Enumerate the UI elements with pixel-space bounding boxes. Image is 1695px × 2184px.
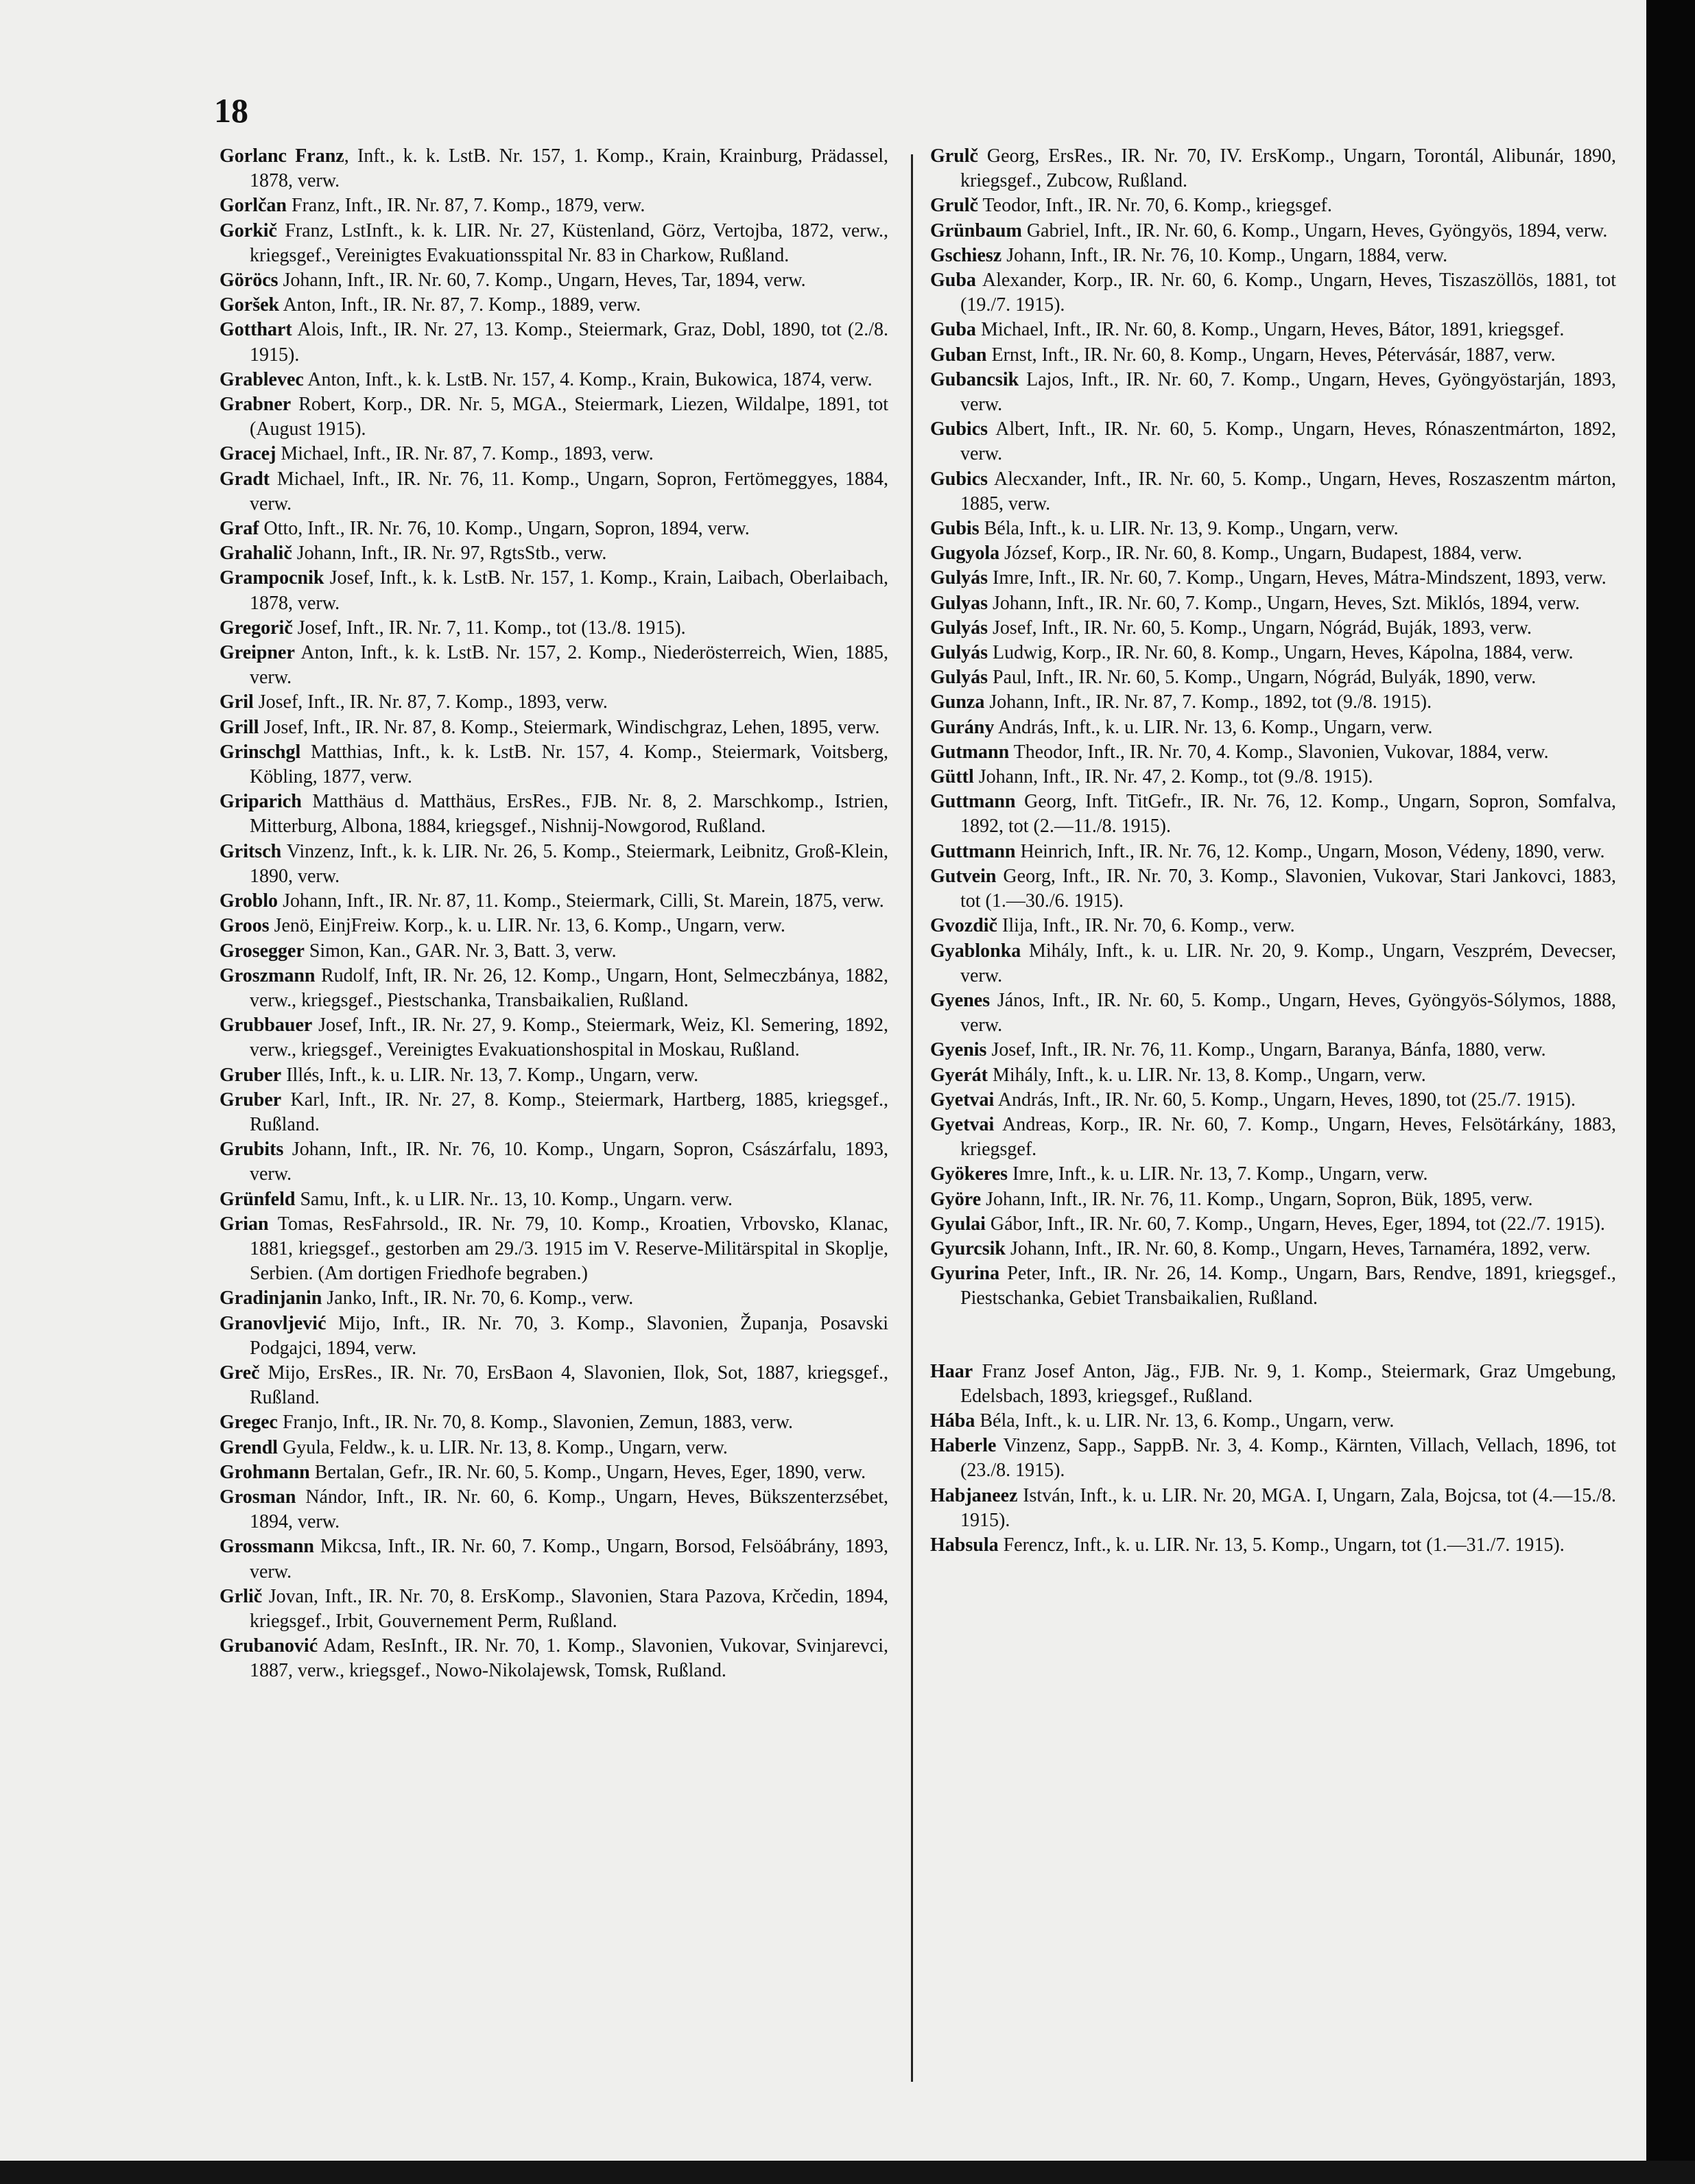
entry-surname: Gyerát — [930, 1064, 988, 1086]
entry-surname: Gschiesz — [930, 244, 1002, 266]
entry-surname: Göröcs — [220, 270, 278, 292]
entry-details: István, Inft., k. u. LIR. Nr. 20, MGA. I, Ungarn, Zala, Bojcsa, tot (4.—15./8. 1915). — [960, 1484, 1616, 1531]
list-entry — [930, 343, 1616, 368]
list-entry — [930, 840, 1616, 864]
entry-details: Alexander, Korp., IR. Nr. 60, 6. Komp., Ungarn, Heves, Tiszaszöllös, 1881, tot (19./7. 1915). — [960, 270, 1616, 316]
entry-surname: Gotthart — [220, 319, 292, 341]
entry-details: Imre, Inft., IR. Nr. 60, 7. Komp., Ungarn, Heves, Mátra-Mindszent, 1893, verw. — [988, 567, 1607, 589]
list-entry — [930, 1360, 1616, 1409]
list-entry — [220, 715, 888, 740]
entry-surname: Grampocnik — [220, 567, 324, 589]
list-entry — [930, 591, 1616, 616]
left-column — [220, 144, 888, 1684]
entry-details: Matthias, Inft., k. k. LstB. Nr. 157, 4. Komp., Steiermark, Voitsberg, Köbling, 1877, verw. — [250, 741, 888, 788]
list-entry — [220, 442, 888, 466]
entry-details: Josef, Inft., IR. Nr. 60, 5. Komp., Ungarn, Nógrád, Buják, 1893, verw. — [988, 617, 1532, 639]
entry-details: Heinrich, Inft., IR. Nr. 76, 12. Komp., Ungarn, Moson, Védeny, 1890, verw. — [1015, 840, 1605, 862]
entry-details: Josef, Inft., IR. Nr. 27, 9. Komp., Steiermark, Weiz, Kl. Semering, 1892, verw., kriegsgef., Vereinigtes Evakuationshospital in Moskau, Rußland. — [250, 1014, 888, 1061]
entry-details: Mihály, Inft., k. u. LIR. Nr. 13, 8. Komp., Ungarn, verw. — [987, 1064, 1426, 1086]
list-entry — [220, 1534, 888, 1584]
list-entry — [220, 616, 888, 641]
entry-details: Vinzenz, Inft., k. k. LIR. Nr. 26, 5. Komp., Steiermark, Leibnitz, Groß-Klein, 1890, verw. — [250, 840, 888, 887]
list-entry — [220, 790, 888, 839]
entry-details: Gábor, Inft., IR. Nr. 60, 7. Komp., Ungarn, Heves, Eger, 1894, tot (22./7. 1915). — [985, 1213, 1605, 1235]
entry-details: József, Korp., IR. Nr. 60, 8. Komp., Ungarn, Budapest, 1884, verw. — [999, 543, 1522, 565]
list-entry — [220, 219, 888, 268]
entry-details: Tomas, ResFahrsold., IR. Nr. 79, 10. Komp., Kroatien, Vrbovsko, Klanac, 1881, kriegsgef., gestorben am 29./3. 1915 im V. Reserve-Militärspital in Skoplje, Serbien. (Am dortigen Friedhofe begraben.) — [250, 1213, 888, 1285]
column-divider — [911, 154, 913, 2082]
entry-surname: Goršek — [220, 294, 280, 316]
entry-surname: Gyablonka — [930, 940, 1021, 962]
list-entry — [220, 1485, 888, 1534]
entry-surname: Gyulai — [930, 1213, 986, 1235]
entry-surname: Gyurina — [930, 1263, 1000, 1285]
entry-details: Franz Josef Anton, Jäg., FJB. Nr. 9, 1. Komp., Steiermark, Graz Umgebung, Edelsbach, 1893, kriegsgef., Rußland. — [960, 1360, 1616, 1407]
entry-surname: Gradinjanin — [220, 1287, 322, 1309]
entry-details: Bertalan, Gefr., IR. Nr. 60, 5. Komp., Ungarn, Heves, Eger, 1890, verw. — [309, 1461, 866, 1483]
list-entry — [220, 939, 888, 964]
entry-details: Johann, Inft., IR. Nr. 76, 11. Komp., Ungarn, Sopron, Bük, 1895, verw. — [981, 1188, 1533, 1210]
entry-surname: Grabner — [220, 394, 292, 416]
list-entry — [220, 964, 888, 1013]
entry-surname: Guban — [930, 344, 987, 366]
list-entry — [930, 740, 1616, 765]
entry-details: András, Inft., k. u. LIR. Nr. 13, 6. Komp., Ungarn, verw. — [994, 716, 1433, 738]
list-entry — [220, 889, 888, 914]
entry-surname: Gyetvai — [930, 1113, 995, 1135]
entry-details: Alois, Inft., IR. Nr. 27, 13. Komp., Steiermark, Graz, Dobl, 1890, tot (2./8. 1915). — [250, 319, 888, 366]
entry-details: Ernst, Inft., IR. Nr. 60, 8. Komp., Ungarn, Heves, Pétervásár, 1887, verw. — [986, 344, 1556, 366]
entry-surname: Habjaneez — [930, 1484, 1018, 1506]
list-entry — [220, 1013, 888, 1063]
list-entry — [930, 1113, 1616, 1162]
entry-details: Nándor, Inft., IR. Nr. 60, 6. Komp., Ungarn, Heves, Bükszenterzsébet, 1894, verw. — [250, 1486, 888, 1533]
list-entry — [930, 1063, 1616, 1088]
entry-surname: Gubis — [930, 518, 980, 540]
entry-details: Johann, Inft., IR. Nr. 87, 11. Komp., Steiermark, Cilli, St. Marein, 1875, verw. — [278, 890, 884, 912]
scan-border-bottom — [0, 2161, 1695, 2184]
entry-details: Imre, Inft., k. u. LIR. Nr. 13, 7. Komp., Ungarn, verw. — [1008, 1163, 1428, 1185]
entry-surname: Grill — [220, 716, 259, 738]
entry-surname: Grossmann — [220, 1536, 314, 1558]
entry-surname: Guba — [930, 319, 976, 341]
entry-surname: Griparich — [220, 791, 302, 813]
entry-details: Johann, Inft., IR. Nr. 47, 2. Komp., tot (9./8. 1915). — [973, 766, 1373, 788]
list-entry — [930, 417, 1616, 466]
entry-details: Samu, Inft., k. u LIR. Nr.. 13, 10. Komp., Ungarn. verw. — [295, 1188, 733, 1210]
entry-surname: Haberle — [930, 1435, 997, 1457]
list-entry — [930, 1038, 1616, 1063]
list-entry — [930, 541, 1616, 566]
list-entry — [220, 566, 888, 615]
entry-surname: Grünfeld — [220, 1188, 296, 1210]
list-entry — [930, 1261, 1616, 1311]
entry-details: Franz, LstInft., k. k. LIR. Nr. 27, Küstenland, Görz, Vertojba, 1872, verw., kriegsgef., Vereinigtes Evakuationsspital Nr. 83 in Charkow, Rußland. — [250, 219, 888, 266]
entry-details: Michael, Inft., IR. Nr. 76, 11. Komp., Ungarn, Sopron, Fertömeggyes, 1884, verw. — [250, 468, 888, 514]
list-entry — [930, 1212, 1616, 1237]
list-entry — [930, 368, 1616, 417]
entry-surname: Gurány — [930, 716, 995, 738]
entry-surname: Gulyás — [930, 567, 988, 589]
list-entry — [220, 541, 888, 566]
entry-details: Michael, Inft., IR. Nr. 60, 8. Komp., Ungarn, Heves, Bátor, 1891, kriegsgef. — [975, 319, 1565, 341]
list-entry — [220, 1584, 888, 1634]
entry-surname: Gulyás — [930, 667, 988, 689]
entry-details: Robert, Korp., DR. Nr. 5, MGA., Steiermark, Liezen, Wildalpe, 1891, tot (August 1915). — [250, 394, 888, 440]
right-column — [930, 144, 1616, 1558]
list-entry — [930, 939, 1616, 988]
entry-surname: Grahalič — [220, 543, 292, 565]
list-entry — [220, 690, 888, 715]
entry-surname: Grlič — [220, 1585, 263, 1607]
list-entry — [930, 467, 1616, 517]
list-entry — [930, 566, 1616, 591]
list-entry — [930, 1162, 1616, 1187]
entry-details: Michael, Inft., IR. Nr. 87, 7. Komp., 1893, verw. — [276, 443, 654, 465]
entry-surname: Hába — [930, 1410, 975, 1432]
entry-details: Mihály, Inft., k. u. LIR. Nr. 20, 9. Komp., Ungarn, Veszprém, Devecser, verw. — [960, 940, 1616, 986]
entry-surname: Györe — [930, 1188, 982, 1210]
entry-surname: Grünbaum — [930, 219, 1022, 241]
entry-surname: Gutmann — [930, 741, 1010, 763]
entry-details: Janko, Inft., IR. Nr. 70, 6. Komp., verw. — [322, 1287, 634, 1309]
list-entry — [220, 193, 888, 218]
entry-details: Simon, Kan., GAR. Nr. 3, Batt. 3, verw. — [304, 940, 617, 962]
list-entry — [220, 914, 888, 938]
entry-details: Josef, Inft., IR. Nr. 7, 11. Komp., tot (13./8. 1915). — [292, 617, 686, 639]
entry-surname: Gyetvai — [930, 1089, 995, 1111]
entry-surname: Groszmann — [220, 964, 316, 986]
list-entry — [930, 268, 1616, 318]
list-entry — [220, 1460, 888, 1485]
entry-surname: Grubits — [220, 1139, 284, 1161]
list-entry — [220, 467, 888, 517]
entry-details: Franz, Inft., IR. Nr. 87, 7. Komp., 1879, verw. — [287, 195, 645, 217]
entry-details: Rudolf, Inft, IR. Nr. 26, 12. Komp., Ungarn, Hont, Selmeczbánya, 1882, verw., kriegsgef., Piestschanka, Transbaikalien, Rußland. — [250, 964, 888, 1011]
list-entry — [220, 1137, 888, 1187]
entry-surname: Gradt — [220, 468, 270, 490]
list-entry — [930, 641, 1616, 665]
list-entry — [930, 1088, 1616, 1113]
entry-surname: Gunza — [930, 691, 985, 713]
list-entry — [930, 1484, 1616, 1533]
list-entry — [930, 193, 1616, 218]
entry-surname: Güttl — [930, 766, 974, 788]
entry-details: Ludwig, Korp., IR. Nr. 60, 8. Komp., Ungarn, Heves, Kápolna, 1884, verw. — [988, 642, 1574, 664]
entry-surname: Gorkič — [220, 219, 277, 241]
list-entry — [220, 1410, 888, 1435]
entry-details: Josef, Inft., k. k. LstB. Nr. 157, 1. Komp., Krain, Laibach, Oberlaibach, 1878, verw. — [250, 567, 888, 614]
entry-surname: Gyenis — [930, 1039, 987, 1061]
entry-surname: Gracej — [220, 443, 276, 465]
list-entry — [220, 1311, 888, 1361]
entry-surname: Guttmann — [930, 791, 1016, 813]
entry-surname: Gorlčan — [220, 195, 287, 217]
entry-details: Lajos, Inft., IR. Nr. 60, 7. Komp., Ungarn, Heves, Gyöngyöstarján, 1893, verw. — [960, 368, 1616, 416]
list-entry — [220, 144, 888, 193]
entry-details: Jovan, Inft., IR. Nr. 70, 8. ErsKomp., Slavonien, Stara Pazova, Krčedin, 1894, kriegsgef., Irbit, Gouvernement Perm, Rußland. — [250, 1585, 888, 1632]
list-entry — [930, 864, 1616, 914]
entry-surname: Habsula — [930, 1534, 999, 1556]
entry-details: Georg, Inft. TitGefr., IR. Nr. 76, 12. Komp., Ungarn, Sopron, Somfalva, 1892, tot (2.—11./8. 1915). — [960, 791, 1616, 838]
list-entry — [930, 144, 1616, 193]
entry-surname: Haar — [930, 1360, 973, 1382]
entry-surname: Gregec — [220, 1412, 278, 1434]
entry-details: Georg, ErsRes., IR. Nr. 70, IV. ErsKomp., Ungarn, Torontál, Alibunár, 1890, kriegsgef., Zubcow, Rußland. — [960, 145, 1616, 192]
list-entry — [220, 1436, 888, 1460]
entry-details: Johann, Inft., IR. Nr. 97, RgtsStb., verw. — [292, 543, 607, 565]
entry-details: Gyula, Feldw., k. u. LIR. Nr. 13, 8. Komp., Ungarn, verw. — [278, 1436, 728, 1458]
entry-details: Vinzenz, Sapp., SappB. Nr. 3, 4. Komp., Kärnten, Villach, Vellach, 1896, tot (23./8. 1915). — [960, 1435, 1616, 1482]
entry-details: Ilija, Inft., IR. Nr. 70, 6. Komp., verw. — [997, 915, 1295, 937]
entry-details: Albert, Inft., IR. Nr. 60, 5. Komp., Ungarn, Heves, Rónaszentmárton, 1892, verw. — [960, 418, 1616, 465]
entry-details: János, Inft., IR. Nr. 60, 5. Komp., Ungarn, Heves, Gyöngyös-Sólymos, 1888, verw. — [960, 989, 1616, 1036]
entry-surname: Guttmann — [930, 840, 1016, 862]
list-entry — [220, 840, 888, 889]
entry-details: Theodor, Inft., IR. Nr. 70, 4. Komp., Slavonien, Vukovar, 1884, verw. — [1009, 741, 1549, 763]
list-entry — [930, 690, 1616, 715]
entry-surname: Gorlanc Franz — [220, 145, 344, 167]
entry-surname: Grablevec — [220, 368, 304, 390]
entry-details: Anton, Inft., k. k. LstB. Nr. 157, 4. Komp., Krain, Bukowica, 1874, verw. — [303, 368, 873, 390]
list-entry — [930, 665, 1616, 690]
page-number: 18 — [214, 91, 248, 130]
entry-surname: Gyurcsik — [930, 1237, 1006, 1259]
list-entry — [930, 988, 1616, 1038]
entry-details: Adam, ResInft., IR. Nr. 70, 1. Komp., Slavonien, Vukovar, Svinjarevci, 1887, verw., kriegsgef., Nowo-Nikolajewsk, Tomsk, Rußland. — [250, 1635, 888, 1682]
list-entry — [220, 268, 888, 293]
entry-details: Mikcsa, Inft., IR. Nr. 60, 7. Komp., Ungarn, Borsod, Felsöábrány, 1893, verw. — [250, 1536, 888, 1582]
entry-surname: Groblo — [220, 890, 278, 912]
entry-surname: Graf — [220, 518, 259, 540]
entry-details: Béla, Inft., k. u. LIR. Nr. 13, 6. Komp., Ungarn, verw. — [975, 1410, 1395, 1432]
entry-surname: Gvozdič — [930, 915, 997, 937]
scan-border-right — [1646, 0, 1695, 2184]
entry-surname: Gubics — [930, 468, 988, 490]
list-entry — [930, 616, 1616, 641]
entry-surname: Groos — [220, 915, 270, 937]
entry-details: Jenö, EinjFreiw. Korp., k. u. LIR. Nr. 13, 6. Komp., Ungarn, verw. — [269, 915, 785, 937]
entry-details: Josef, Inft., IR. Nr. 87, 8. Komp., Steiermark, Windischgraz, Lehen, 1895, verw. — [259, 716, 880, 738]
entry-details: Otto, Inft., IR. Nr. 76, 10. Komp., Ungarn, Sopron, 1894, verw. — [259, 518, 750, 540]
list-entry — [220, 740, 888, 790]
list-entry — [930, 790, 1616, 839]
entry-surname: Gugyola — [930, 543, 1000, 565]
entry-details: Franjo, Inft., IR. Nr. 70, 8. Komp., Slavonien, Zemun, 1883, verw. — [277, 1412, 793, 1434]
entry-surname: Granovljević — [220, 1312, 327, 1334]
entry-details: Mijo, Inft., IR. Nr. 70, 3. Komp., Slavonien, Županja, Posavski Podgajci, 1894, verw. — [250, 1312, 888, 1359]
entry-details: Josef, Inft., IR. Nr. 87, 7. Komp., 1893, verw. — [253, 691, 608, 713]
entry-details: Josef, Inft., IR. Nr. 76, 11. Komp., Ungarn, Baranya, Bánfa, 1880, verw. — [986, 1039, 1546, 1061]
list-entry — [930, 1533, 1616, 1558]
entry-details: Teodor, Inft., IR. Nr. 70, 6. Komp., kriegsgef. — [978, 195, 1332, 217]
entry-surname: Grulč — [930, 145, 978, 167]
entry-details: Andreas, Korp., IR. Nr. 60, 7. Komp., Ungarn, Heves, Felsötárkány, 1883, kriegsgef. — [960, 1113, 1616, 1161]
entry-surname: Gubancsik — [930, 368, 1019, 390]
entry-surname: Gruber — [220, 1089, 282, 1111]
list-entry — [220, 1088, 888, 1137]
entry-surname: Greipner — [220, 642, 295, 664]
entry-details: Ferencz, Inft., k. u. LIR. Nr. 13, 5. Komp., Ungarn, tot (1.—31./7. 1915). — [998, 1534, 1565, 1556]
entry-details: Johann, Inft., IR. Nr. 60, 7. Komp., Ungarn, Heves, Szt. Miklós, 1894, verw. — [988, 592, 1580, 614]
entry-surname: Grubbauer — [220, 1014, 313, 1036]
entry-surname: Guba — [930, 270, 976, 292]
entry-details: Paul, Inft., IR. Nr. 60, 5. Komp., Ungarn, Nógrád, Bulyák, 1890, verw. — [988, 667, 1537, 689]
entry-surname: Grohmann — [220, 1461, 310, 1483]
entry-surname: Gril — [220, 691, 254, 713]
entry-surname: Grosegger — [220, 940, 305, 962]
entry-details: András, Inft., IR. Nr. 60, 5. Komp., Ungarn, Heves, 1890, tot (25./7. 1915). — [994, 1089, 1576, 1111]
list-entry — [930, 517, 1616, 541]
entry-surname: Gulyás — [930, 617, 988, 639]
entry-surname: Grulč — [930, 195, 978, 217]
entry-surname: Gyökeres — [930, 1163, 1008, 1185]
list-entry — [930, 1409, 1616, 1434]
list-entry — [930, 914, 1616, 938]
entry-details: Karl, Inft., IR. Nr. 27, 8. Komp., Steiermark, Hartberg, 1885, kriegsgef., Rußland. — [250, 1089, 888, 1135]
entry-surname: Grian — [220, 1213, 269, 1235]
entry-details: Matthäus d. Matthäus, ErsRes., FJB. Nr. 8, 2. Marschkomp., Istrien, Mitterburg, Albona, 1884, kriegsgef., Nishnij-Nowgorod, Rußland. — [250, 791, 888, 838]
entry-details: Johann, Inft., IR. Nr. 76, 10. Komp., Ungarn, Sopron, Császárfalu, 1893, verw. — [250, 1139, 888, 1185]
entry-surname: Gulyás — [930, 642, 988, 664]
list-entry — [220, 293, 888, 318]
list-entry — [220, 368, 888, 392]
list-entry — [220, 517, 888, 541]
entry-details: Illés, Inft., k. u. LIR. Nr. 13, 7. Komp., Ungarn, verw. — [281, 1064, 699, 1086]
entry-details: Johann, Inft., IR. Nr. 60, 7. Komp., Ungarn, Heves, Tar, 1894, verw. — [278, 270, 806, 292]
entry-details: Johann, Inft., IR. Nr. 60, 8. Komp., Ungarn, Heves, Tarnaméra, 1892, verw. — [1005, 1237, 1591, 1259]
list-entry — [220, 1634, 888, 1683]
list-entry — [220, 1361, 888, 1410]
entry-surname: Gulyas — [930, 592, 988, 614]
list-entry — [930, 318, 1616, 342]
list-entry — [930, 1434, 1616, 1483]
list-entry — [930, 715, 1616, 740]
list-entry — [930, 1187, 1616, 1212]
entry-details: Johann, Inft., IR. Nr. 87, 7. Komp., 1892, tot (9./8. 1915). — [984, 691, 1432, 713]
entry-surname: Gyenes — [930, 989, 991, 1011]
entry-surname: Grendl — [220, 1436, 278, 1458]
entry-surname: Gutvein — [930, 865, 997, 887]
list-entry — [930, 244, 1616, 268]
entry-surname: Gregorič — [220, 617, 293, 639]
entry-surname: Grubanović — [220, 1635, 318, 1657]
entry-surname: Grosman — [220, 1486, 296, 1508]
entry-details: Georg, Inft., IR. Nr. 70, 3. Komp., Slavonien, Vukovar, Stari Jankovci, 1883, tot (1.—30./6. 1915). — [960, 865, 1616, 912]
list-entry — [220, 392, 888, 442]
entry-details: Anton, Inft., IR. Nr. 87, 7. Komp., 1889, verw. — [279, 294, 641, 316]
list-entry — [220, 1212, 888, 1287]
entry-details: Anton, Inft., k. k. LstB. Nr. 157, 2. Komp., Niederösterreich, Wien, 1885, verw. — [250, 642, 888, 689]
list-entry — [930, 765, 1616, 790]
list-entry — [220, 1187, 888, 1212]
entry-surname: Grinschgl — [220, 741, 301, 763]
entry-details: Béla, Inft., k. u. LIR. Nr. 13, 9. Komp., Ungarn, verw. — [979, 518, 1399, 540]
section-gap — [930, 1311, 1616, 1360]
list-entry — [930, 219, 1616, 244]
entry-details: Peter, Inft., IR. Nr. 26, 14. Komp., Ungarn, Bars, Rendve, 1891, kriegsgef., Piestschanka, Gebiet Transbaikalien, Rußland. — [960, 1263, 1616, 1309]
entry-surname: Gubics — [930, 418, 988, 440]
entry-surname: Greč — [220, 1362, 260, 1384]
entry-details: Mijo, ErsRes., IR. Nr. 70, ErsBaon 4, Slavonien, Ilok, Sot, 1887, kriegsgef., Rußland. — [250, 1362, 888, 1409]
entry-surname: Gritsch — [220, 840, 282, 862]
entry-surname: Gruber — [220, 1064, 282, 1086]
list-entry — [220, 1286, 888, 1311]
list-entry — [220, 318, 888, 367]
list-entry — [220, 641, 888, 690]
entry-details: Alecxander, Inft., IR. Nr. 60, 5. Komp., Ungarn, Heves, Roszaszentm márton, 1885, verw. — [960, 468, 1616, 514]
list-entry — [220, 1063, 888, 1088]
entry-details: Gabriel, Inft., IR. Nr. 60, 6. Komp., Ungarn, Heves, Gyöngyös, 1894, verw. — [1021, 219, 1608, 241]
list-entry — [930, 1237, 1616, 1261]
entry-details: , Inft., k. k. LstB. Nr. 157, 1. Komp., Krain, Krainburg, Prädassel, 1878, verw. — [250, 145, 888, 192]
entry-details: Johann, Inft., IR. Nr. 76, 10. Komp., Ungarn, 1884, verw. — [1001, 244, 1448, 266]
